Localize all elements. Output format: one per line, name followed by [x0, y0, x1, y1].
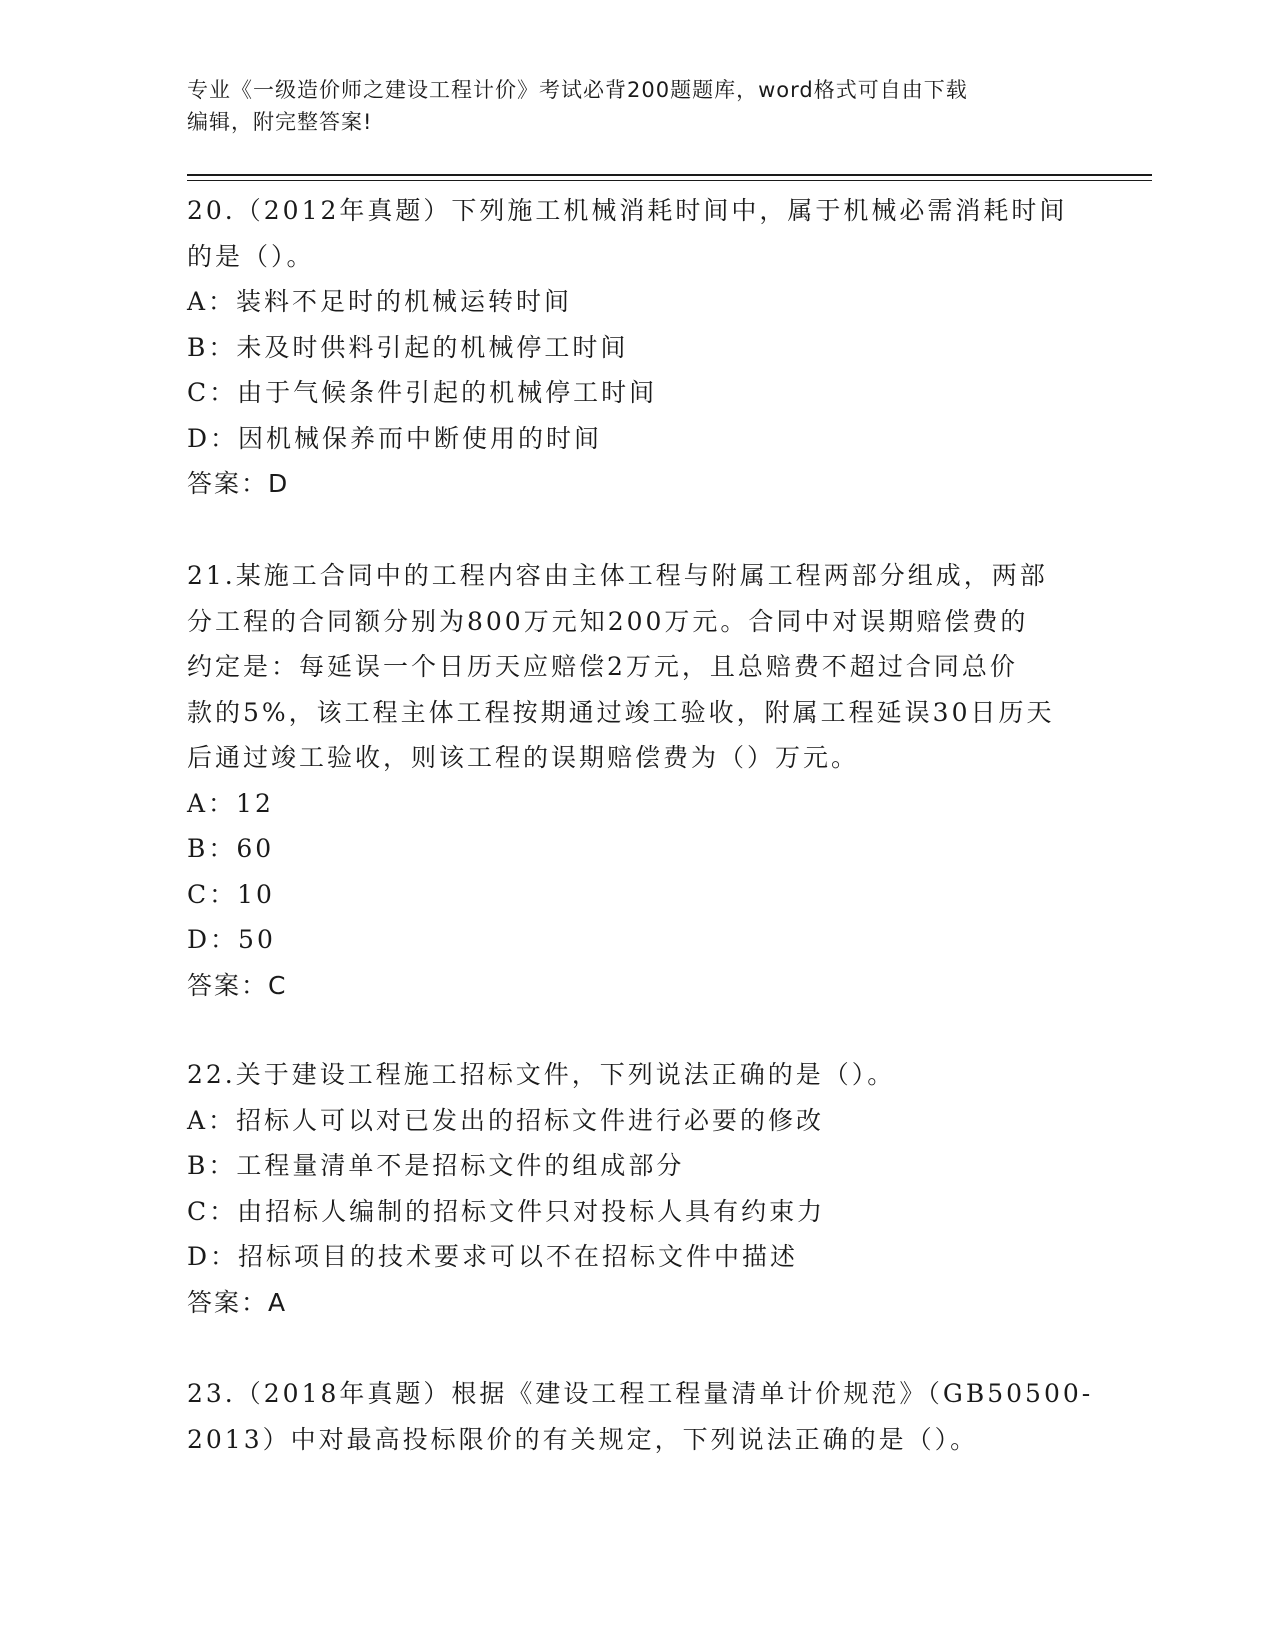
question-stem-line: 后通过竣工验收，则该工程的误期赔偿费为（）万元。: [187, 743, 860, 772]
question-20: [187, 188, 1087, 507]
header-line-2: 编辑，附完整答案!: [187, 110, 373, 134]
option-d: D：因机械保养而中断使用的时间: [187, 423, 603, 453]
answer: 答案：C: [187, 970, 288, 1000]
question-stem-line: 分工程的合同额分别为800万元知200万元。合同中对误期赔偿费的: [187, 606, 1029, 636]
question-stem-line: 23.（2018年真题）根据《建设工程工程量清单计价规范》（GB50500-: [187, 1379, 1094, 1408]
header-divider-thin: [187, 180, 1152, 181]
question-stem-line: 约定是：每延误一个日历天应赔偿2万元，且总赔费不超过合同总价: [187, 652, 1018, 681]
option-d: D：50: [187, 925, 276, 954]
question-stem-line: 2013）中对最高投标限价的有关规定，下列说法正确的是（）。: [187, 1424, 979, 1454]
option-c: C：10: [187, 879, 275, 909]
question-stem-line: 款的5%，该工程主体工程按期通过竣工验收，附属工程延误30日历天: [187, 697, 1055, 727]
question-23: [187, 1371, 1094, 1462]
header-line-1: 专业《一级造价师之建设工程计价》考试必背200题题库，word格式可自由下载: [187, 78, 968, 102]
option-b: B：60: [187, 834, 275, 863]
option-a: A：12: [187, 788, 274, 818]
question-stem-line: 22.关于建设工程施工招标文件，下列说法正确的是（）。: [187, 1060, 896, 1089]
option-b: B：工程量清单不是招标文件的组成部分: [187, 1151, 685, 1180]
option-c: C：由于气候条件引起的机械停工时间: [187, 378, 658, 407]
question-stem-line: 的是（）。: [187, 241, 315, 271]
question-stem-line: 21.某施工合同中的工程内容由主体工程与附属工程两部分组成，两部: [187, 561, 1048, 590]
option-c: C：由招标人编制的招标文件只对投标人具有约束力: [187, 1196, 826, 1226]
header-divider-thick: [187, 174, 1152, 176]
answer: 答案：A: [187, 1287, 288, 1317]
answer: 答案：D: [187, 469, 290, 498]
option-a: A：装料不足时的机械运转时间: [187, 287, 573, 316]
question-stem-line: 20.（2012年真题）下列施工机械消耗时间中，属于机械必需消耗时间: [187, 196, 1068, 225]
question-22: [187, 1052, 1087, 1325]
option-d: D：招标项目的技术要求可以不在招标文件中描述: [187, 1242, 799, 1271]
document-header: [187, 74, 1087, 138]
option-b: B：未及时供料引起的机械停工时间: [187, 332, 629, 362]
option-a: A：招标人可以对已发出的招标文件进行必要的修改: [187, 1105, 825, 1135]
question-21: [187, 553, 1087, 1008]
